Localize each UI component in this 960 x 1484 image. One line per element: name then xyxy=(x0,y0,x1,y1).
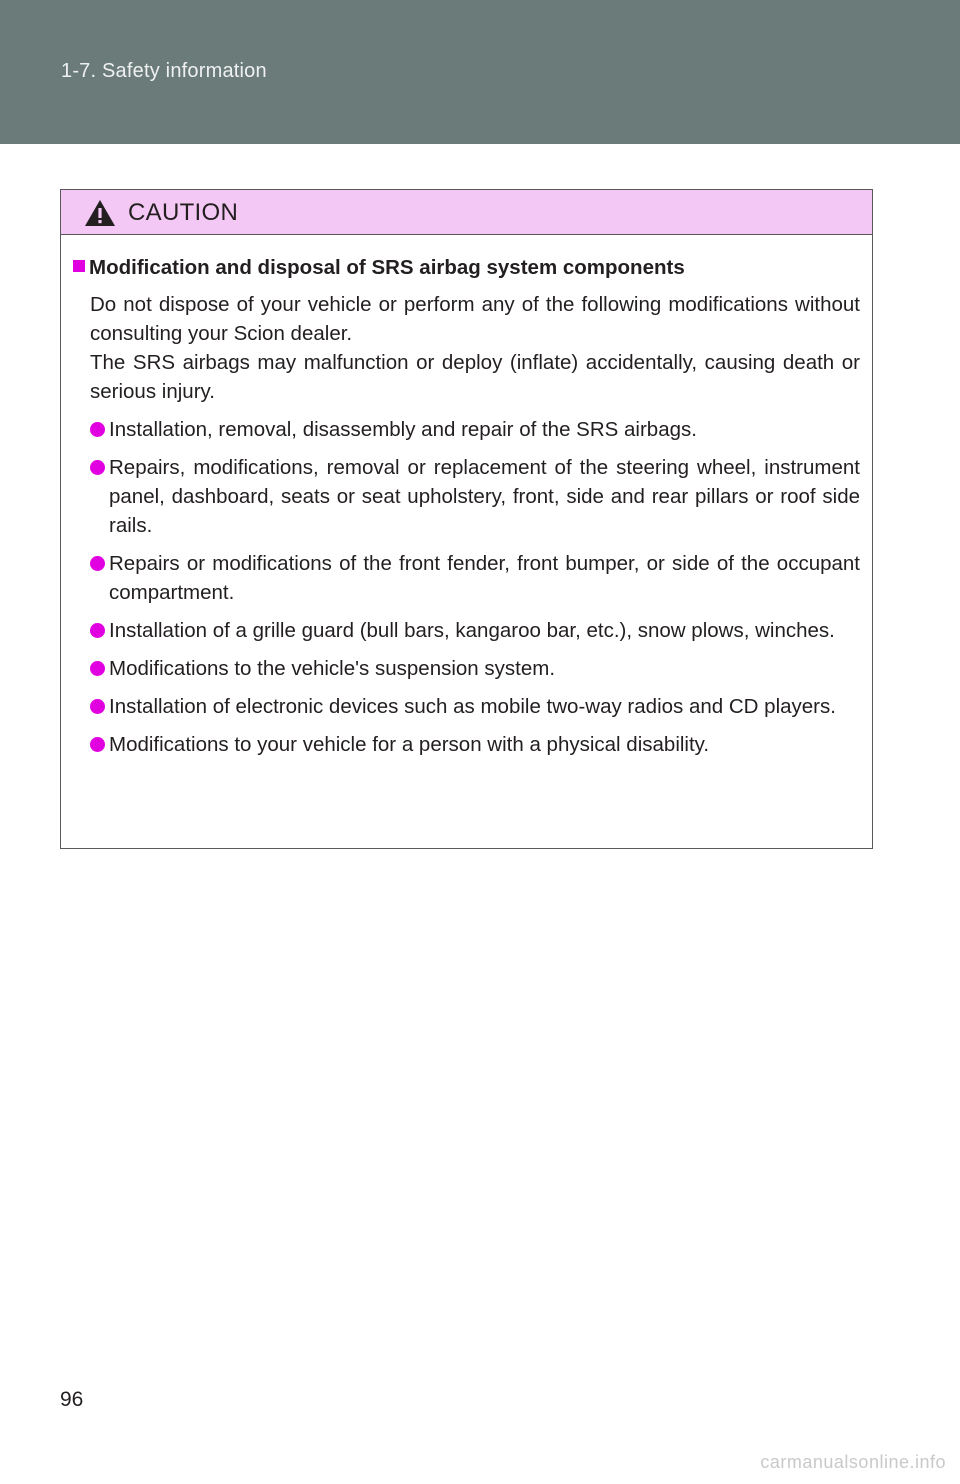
warning-triangle-icon xyxy=(84,199,116,227)
dot-bullet-icon xyxy=(90,460,105,475)
dot-bullet-icon xyxy=(90,661,105,676)
list-item: Installation, removal, disassembly and repair of the SRS airbags. xyxy=(90,415,860,444)
caution-box xyxy=(60,189,873,849)
dot-bullet-icon xyxy=(90,737,105,752)
list-item: Repairs, modifications, removal or replacement of the steering wheel, instrument panel, dashboard, seats or seat upholstery, front, side and rear pillars or roof side rails. xyxy=(90,453,860,540)
watermark: carmanualsonline.info xyxy=(760,1452,946,1472)
section-breadcrumb: 1-7. Safety information xyxy=(61,60,267,82)
list-item: Modifications to the vehicle's suspension system. xyxy=(90,654,860,683)
list-item: Installation of electronic devices such as mobile two-way radios and CD players. xyxy=(90,692,860,721)
list-item: Modifications to your vehicle for a person with a physical disability. xyxy=(90,730,860,759)
modification-list xyxy=(73,415,860,759)
dot-bullet-icon xyxy=(90,422,105,437)
caution-body xyxy=(61,235,872,759)
caution-label: CAUTION xyxy=(128,199,239,226)
dot-bullet-icon xyxy=(90,623,105,638)
caution-section-title: Modification and disposal of SRS airbag system components xyxy=(73,253,860,282)
page-number: 96 xyxy=(60,1388,84,1411)
square-bullet-icon xyxy=(73,260,85,272)
dot-bullet-icon xyxy=(90,699,105,714)
intro-paragraph: The SRS airbags may malfunction or deploy (inflate) accidentally, causing death or serious injury. xyxy=(90,351,860,403)
caution-header xyxy=(61,190,872,235)
page-header xyxy=(0,0,960,144)
list-item: Installation of a grille guard (bull bars, kangaroo bar, etc.), snow plows, winches. xyxy=(90,616,860,645)
caution-intro xyxy=(73,290,860,406)
dot-bullet-icon xyxy=(90,556,105,571)
intro-paragraph: Do not dispose of your vehicle or perform any of the following modifications without consulting your Scion dealer. xyxy=(90,293,860,345)
list-item: Repairs or modifications of the front fender, front bumper, or side of the occupant compartment. xyxy=(90,549,860,607)
